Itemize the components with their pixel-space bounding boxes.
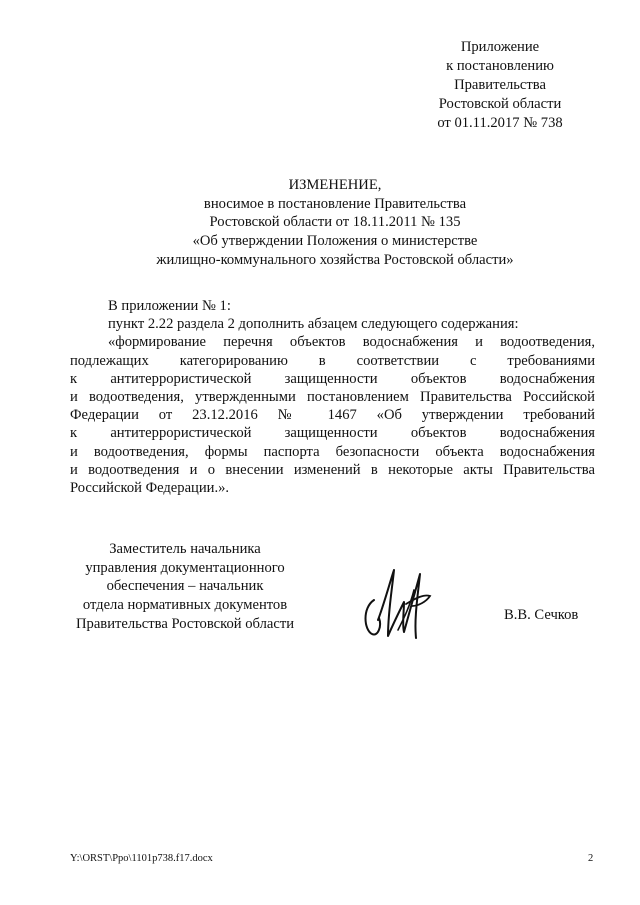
paragraph-line: Федерации от 23.12.2016 № 1467 «Об утверждении требований [70, 407, 595, 424]
paragraph-line: к антитеррористической защищенности объектов водоснабжения [70, 370, 595, 387]
paragraph-line: Российской Федерации.». [70, 480, 230, 497]
paragraph-line: «формирование перечня объектов водоснабжения и водоотведения, [108, 334, 595, 351]
title-line: вносимое в постановление Правительства [203, 195, 467, 212]
annex-line: Ростовской области [438, 96, 562, 112]
paragraph-line: и водоотведения, утвержденными постановлением Правительства Российской [70, 389, 595, 406]
title-line: жилищно-коммунального хозяйства Ростовской области» [156, 251, 514, 268]
annex-line: к постановлению [446, 58, 554, 74]
title-line: Ростовской области от 18.11.2011 № 135 [209, 214, 461, 231]
body-intro: В приложении № 1: [108, 298, 231, 314]
annex-header [400, 38, 600, 133]
paragraph-line: и водоотведения и о внесении изменений в некоторые акты Правительства [70, 461, 595, 478]
title-heading: ИЗМЕНЕНИЕ, [288, 177, 382, 193]
handwritten-signature [358, 560, 438, 645]
signer-name: В.В. Сечков [504, 607, 579, 623]
document-body [70, 297, 595, 497]
title-line: «Об утверждении Положения о министерстве [192, 233, 478, 250]
signer-line: Правительства Ростовской области [75, 615, 295, 632]
signer-line: управления документационного [85, 559, 285, 576]
document-title [70, 176, 600, 270]
paragraph-line: и водоотведения, формы паспорта безопасности объекта водоснабжения [70, 443, 595, 460]
signer-title [60, 540, 310, 634]
footer-file-path: Y:\ORST\Ppo\1101p738.f17.docx [70, 853, 213, 864]
annex-line: Правительства [454, 77, 546, 93]
signer-line: отдела нормативных документов [82, 597, 288, 614]
signer-line: обеспечения – начальник [106, 578, 264, 595]
annex-line: от 01.11.2017 № 738 [437, 115, 563, 131]
body-point: пункт 2.22 раздела 2 дополнить абзацем следующего содержания: [108, 316, 519, 333]
paragraph-line: к антитеррористической защищенности объектов водоснабжения [70, 425, 595, 442]
annex-line: Приложение [460, 39, 540, 55]
paragraph-line: подлежащих категорированию в соответствии с требованиями [70, 352, 595, 369]
signer-line: Заместитель начальника [109, 541, 261, 557]
page-number: 2 [588, 853, 594, 864]
